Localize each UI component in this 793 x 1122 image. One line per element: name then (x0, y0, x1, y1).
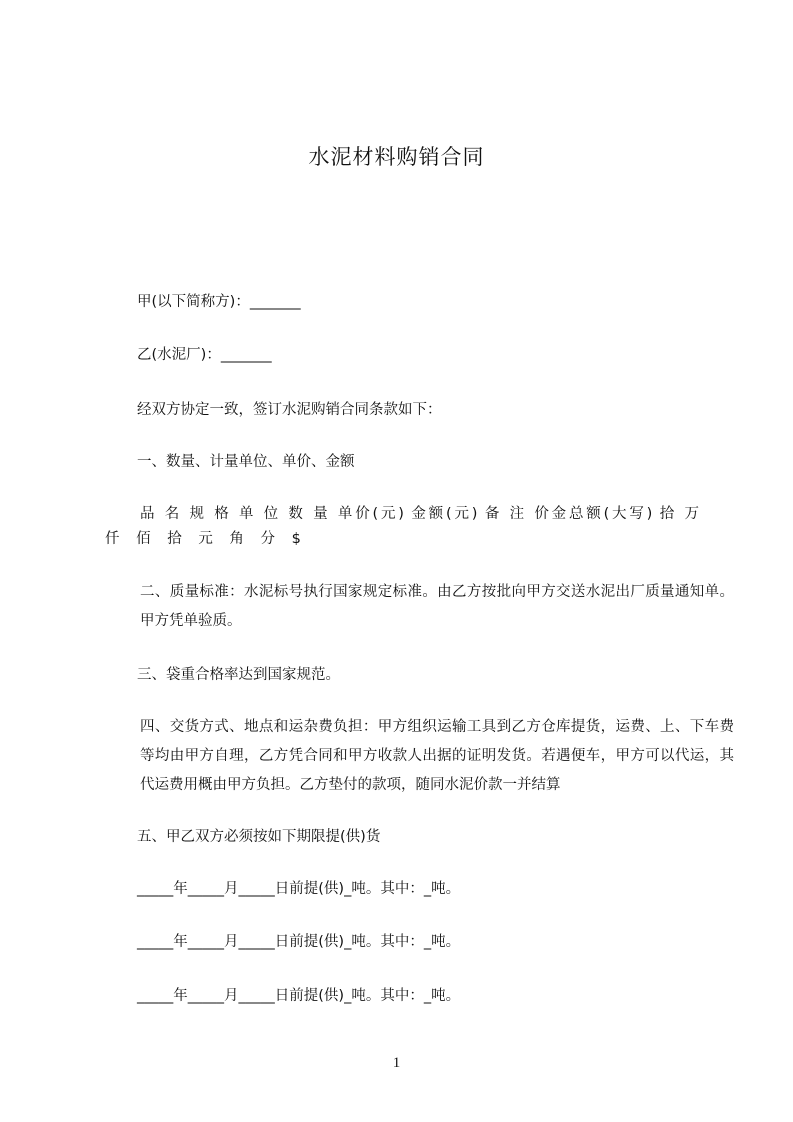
party-a-line: 甲(以下简称方)：_______ (137, 294, 301, 310)
schedule-line-1: _____年_____月_____日前提(供)_吨。其中：_吨。 (137, 881, 461, 897)
section-1-heading: 一、数量、计量单位、单价、金额 (137, 454, 355, 470)
price-table-header-line-2: 仟 佰 拾 元 角 分 $ (105, 531, 307, 547)
price-table-header-line-1: 品 名 规 格 单 位 数 量 单价(元) 金额(元) 备 注 价金总额(大写) 拾 万 (140, 506, 699, 522)
intro-paragraph: 经双方协定一致，签订水泥购销合同条款如下： (137, 402, 442, 418)
document-title: 水泥材料购销合同 (308, 145, 485, 169)
section-5-heading: 五、甲乙双方必须按如下期限提(供)货 (137, 829, 381, 845)
schedule-line-2: _____年_____月_____日前提(供)_吨。其中：_吨。 (137, 934, 461, 950)
section-2-paragraph: 二、质量标准：水泥标号执行国家规定标准。由乙方按批向甲方交送水泥出厂质量通知单。甲方凭单验质。 (140, 584, 734, 629)
section-3-paragraph: 三、袋重合格率达到国家规范。 (137, 667, 340, 683)
page-number: 1 (392, 1055, 401, 1071)
section-4-paragraph: 四、交货方式、地点和运杂费负担：甲方组织运输工具到乙方仓库提货，运费、上、下车费等均由甲方自理，乙方凭合同和甲方收款人出据的证明发货。若遇便车，甲方可以代运，其代运费用概由甲方负担。乙方垫付的款项，随同水泥价款一并结算 (140, 719, 734, 793)
party-b-line: 乙(水泥厂)：_______ (137, 347, 272, 363)
price-table-header (105, 502, 699, 552)
schedule-line-3: _____年_____月_____日前提(供)_吨。其中：_吨。 (137, 988, 461, 1004)
